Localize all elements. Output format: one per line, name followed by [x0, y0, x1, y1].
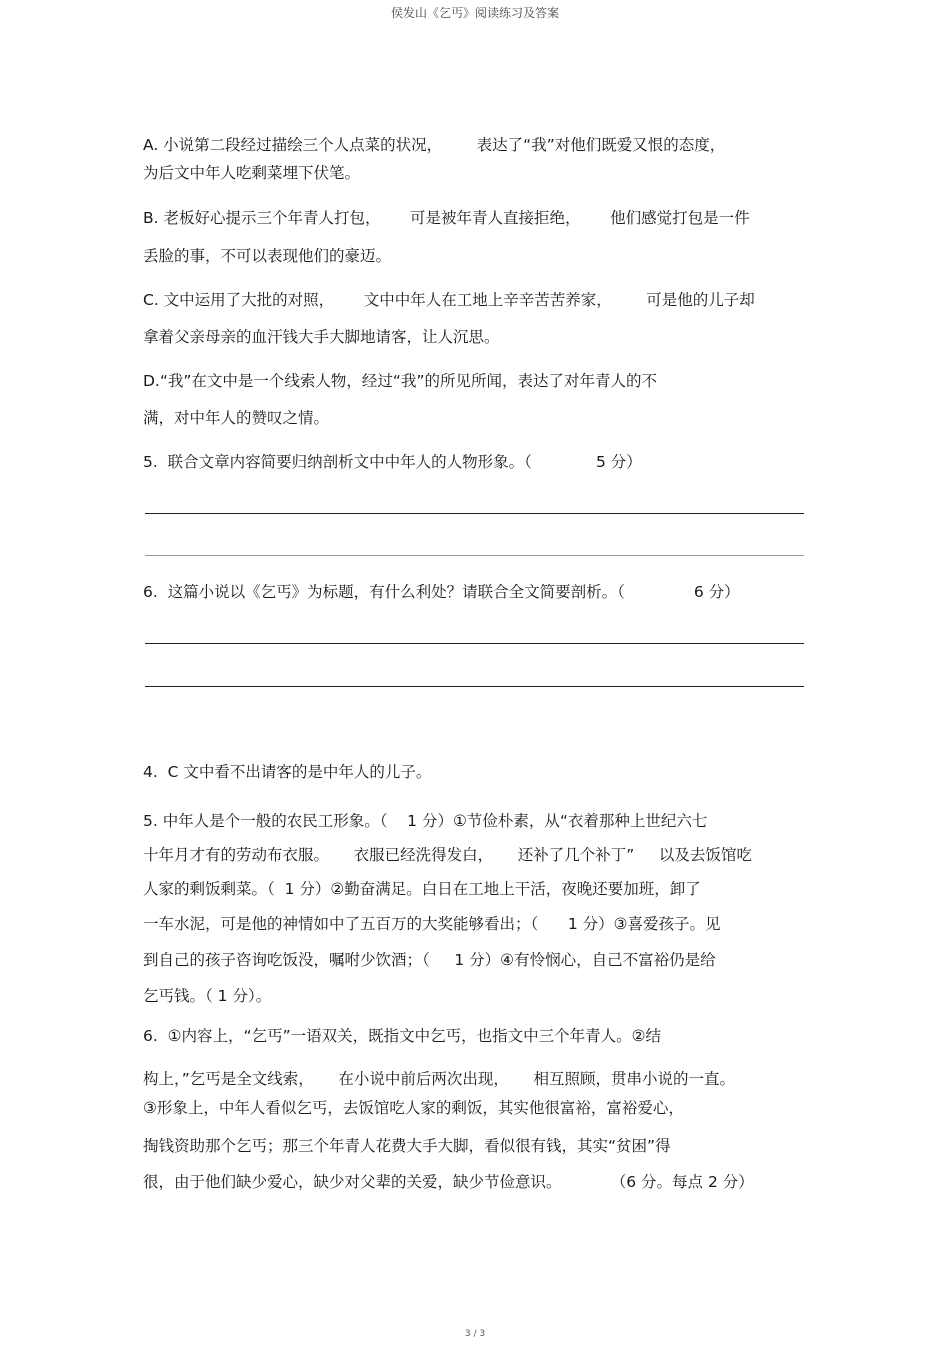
answer-line [145, 513, 804, 514]
text-line: B. 老板好心提示三个年青人打包， 可是被年青人直接拒绝， 他们感觉打包是一件 [143, 209, 750, 227]
answer-line [145, 686, 804, 687]
text-line: C. 文中运用了大批的对照， 文中中年人在工地上辛辛苦苦养家， 可是他的儿子却 [143, 291, 755, 309]
answer-6: 6. ①内容上，“乞丐”一语双关，既指文中乞丐，也指文中三个年青人。②结 [143, 1027, 661, 1045]
text-line: 丢脸的事，不可以表现他们的豪迈。 [143, 247, 392, 265]
text-line: 一车水泥，可是他的神情如中了五百万的大奖能够看出；（ 1 分）③喜爱孩子。见 [143, 915, 721, 933]
answer-line [145, 643, 804, 644]
answer-5: 5. 中年人是个一般的农民工形象。（ 1 分）①节俭朴素，从“衣着那种上世纪六七 [143, 812, 708, 830]
question-5: 5. 联合文章内容简要归纳剖析文中中年人的人物形象。（ 5 分） [143, 453, 642, 471]
text-line: 人家的剩饭剩菜。（ 1 分）②勤奋满足。白日在工地上干活，夜晚还要加班，卸了 [143, 880, 701, 898]
text-line: 掏钱资助那个乞丐；那三个年青人花费大手大脚，看似很有钱，其实“贫困”得 [143, 1137, 671, 1155]
text-line: 到自己的孩子咨询吃饭没，嘱咐少饮酒；（ 1 分）④有怜悯心，自己不富裕仍是给 [143, 951, 716, 969]
answer-4: 4. C 文中看不出请客的是中年人的儿子。 [143, 763, 432, 781]
text-line: ③形象上，中年人看似乞丐，去饭馆吃人家的剩饭，其实他很富裕，富裕爱心， [143, 1099, 684, 1117]
text-line: 拿着父亲母亲的血汗钱大手大脚地请客，让人沉思。 [143, 328, 500, 346]
question-6: 6. 这篇小说以《乞丐》为标题，有什么利处？请联合全文简要剖析。（ 6 分） [143, 583, 740, 601]
text-line: 很，由于他们缺少爱心，缺少对父辈的关爱，缺少节俭意识。 （6 分。每点 2 分） [143, 1173, 754, 1191]
text-line: 十年月才有的劳动布衣服。 衣服已经洗得发白， 还补了几个补丁” 以及去饭馆吃 [143, 846, 752, 864]
text-line: 乞丐钱。（ 1 分）。 [143, 987, 272, 1005]
text-line: 构上，”乞丐是全文线索， 在小说中前后两次出现， 相互照顾，贯串小说的一直。 [143, 1070, 736, 1088]
text-line: D.“我”在文中是一个线索人物，经过“我”的所见所闻，表达了对年青人的不 [143, 372, 657, 390]
text-line: A. 小说第二段经过描绘三个人点菜的状况， 表达了“我”对他们既爱又恨的态度， [143, 136, 726, 154]
text-line: 为后文中年人吃剩菜埋下伏笔。 [143, 164, 361, 182]
document-header: 侯发山《乞丐》阅读练习及答案 [390, 6, 559, 20]
answer-line [145, 555, 804, 556]
page-number: 3 / 3 [464, 1329, 486, 1339]
text-line: 满，对中年人的赞叹之情。 [143, 409, 330, 427]
